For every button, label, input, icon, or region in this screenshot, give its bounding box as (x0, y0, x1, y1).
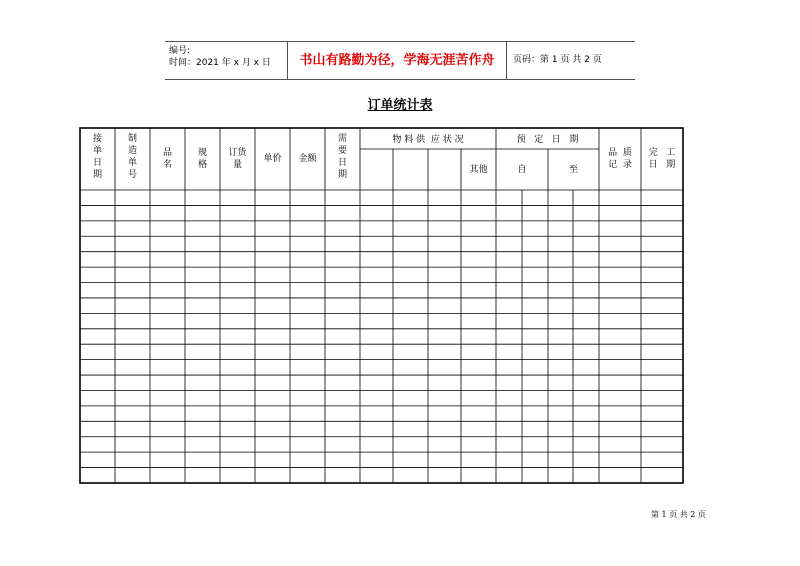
col-order-qty: 订货 量 (228, 148, 247, 170)
col-complete: 完 工 日 期 (648, 148, 676, 170)
col-material-other: 其他 (469, 165, 488, 175)
col-unit-price: 单价 (263, 154, 282, 164)
motto: 书山有路勤为径，学海无涯苦作舟 (287, 42, 507, 79)
col-material-supply: 物 料 供 应 状 况 (392, 135, 464, 145)
col-receive-date: 接 单 日 期 (92, 134, 102, 180)
page-label: 页码：第 1 页 共 2 页 (513, 55, 602, 65)
col-to: 至 (568, 165, 578, 175)
page-title: 订单统计表 (367, 98, 433, 113)
time-label: 时间：2021 年 x 月 x 日 (169, 58, 271, 68)
col-quality: 品 质 记 录 (608, 148, 632, 170)
col-product-name: 品 名 (162, 148, 172, 170)
col-need-date: 需 要 日 期 (337, 134, 347, 180)
serial-label: 编号: (169, 46, 191, 56)
col-spec: 规 格 (197, 148, 207, 170)
col-amount: 金额 (298, 154, 317, 164)
table-border (80, 128, 683, 483)
col-schedule: 预 定 日 期 (516, 135, 579, 145)
col-order-no: 制 造 单 号 (127, 134, 137, 180)
page-footer: 第 1 页 共 2 页 (651, 510, 706, 519)
col-from: 自 (517, 165, 527, 175)
